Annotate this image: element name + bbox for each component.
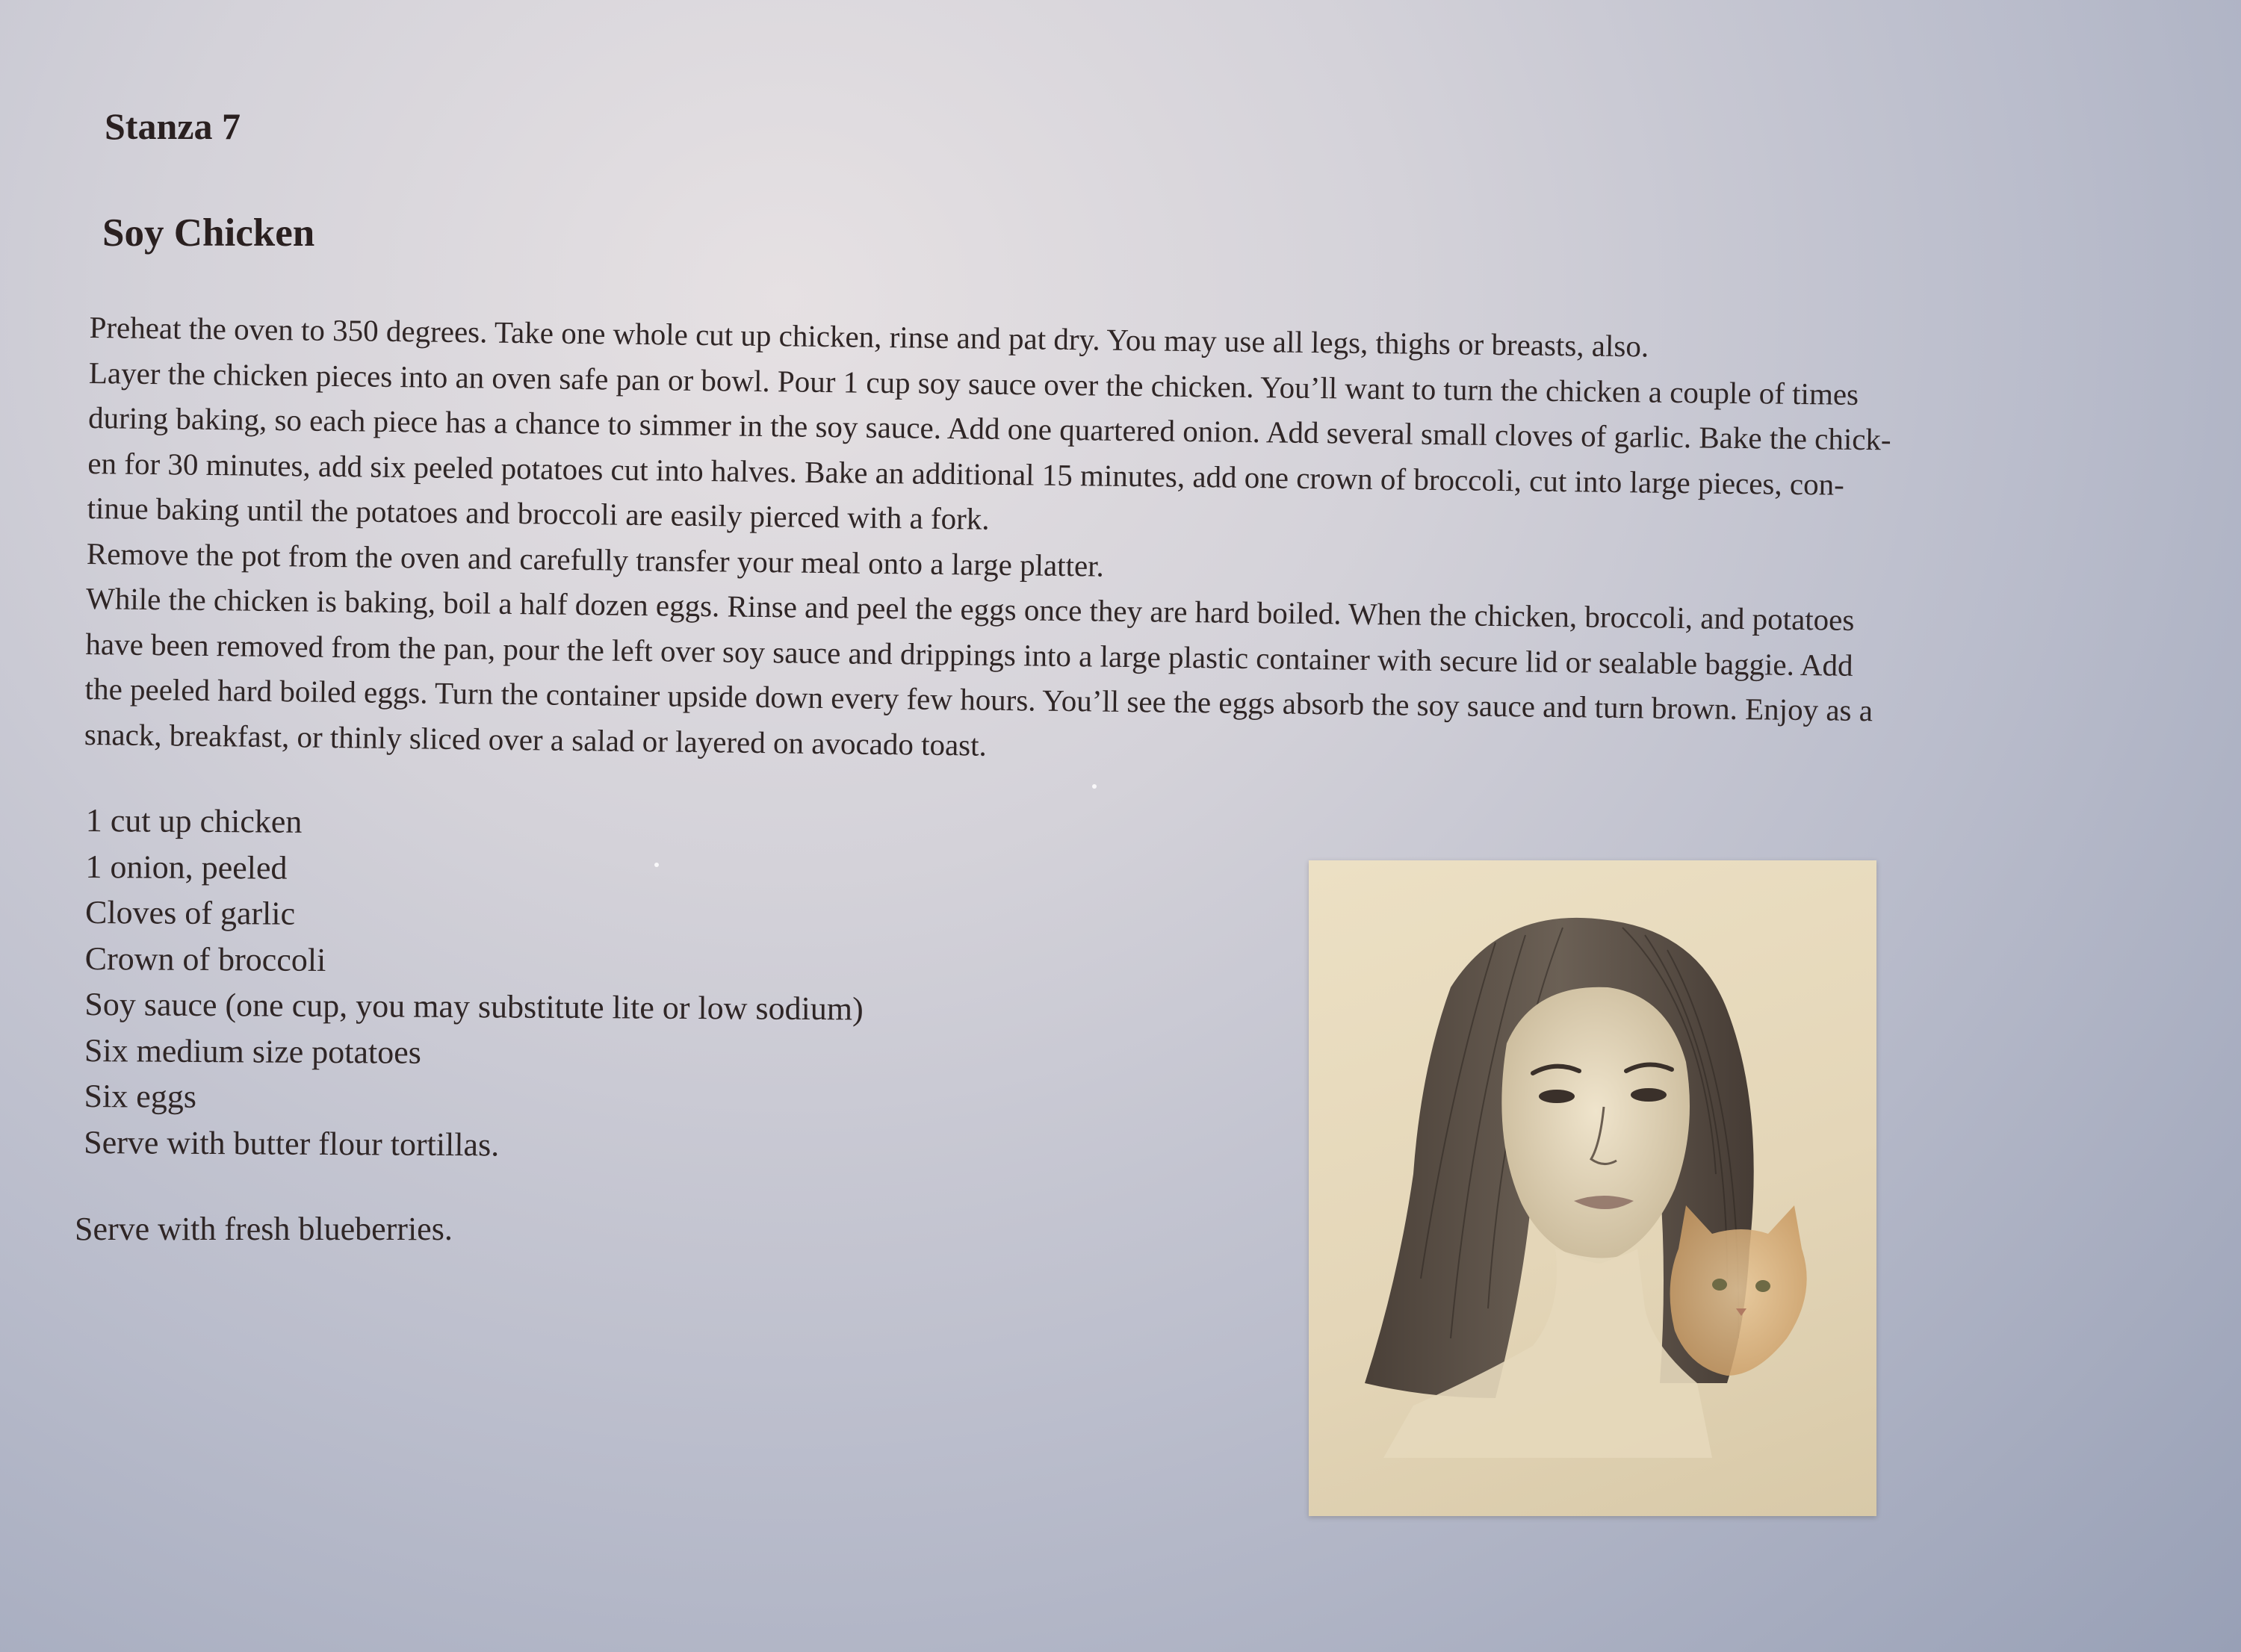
ingredient-item: 1 cut up chicken <box>85 801 303 840</box>
recipe-title: Soy Chicken <box>102 211 315 255</box>
instruction-line: While the chicken is baking, boil a half dozen eggs. Rinse and peel the eggs once they are hard boiled. When the chicken, broccoli, and potatoes <box>85 580 1855 637</box>
instruction-line: Layer the chicken pieces into an oven safe pan or bowl. Pour 1 cup soy sauce over the chicken. You’ll want to turn the chicken a couple of times <box>88 355 1859 412</box>
ingredient-item: Serve with butter flour tortillas. <box>84 1123 500 1163</box>
portrait-drawing <box>1309 860 1876 1516</box>
paper-speck <box>654 863 659 867</box>
instruction-line: have been removed from the pan, pour the left over soy sauce and drippings into a large plastic container with secure lid or sealable baggie. Add <box>85 626 1853 683</box>
ingredient-list <box>84 798 864 1170</box>
instruction-line: Preheat the oven to 350 degrees. Take one whole cut up chicken, rinse and pat dry. You may use all legs, thighs or breasts, also. <box>89 309 1649 364</box>
stanza-label: Stanza 7 <box>105 105 241 147</box>
left-eye <box>1539 1090 1575 1103</box>
ingredient-item: 1 onion, peeled <box>85 848 288 886</box>
serving-note: Serve with fresh blueberries. <box>75 1211 453 1247</box>
ingredient-item: Six medium size potatoes <box>84 1031 422 1071</box>
instruction-line: tinue baking until the potatoes and broccoli are easily pierced with a fork. <box>87 490 990 536</box>
kitten <box>1670 1205 1807 1376</box>
ingredient-item: Cloves of garlic <box>84 893 296 932</box>
ingredient-item: Six eggs <box>84 1077 197 1115</box>
instruction-line: during baking, so each piece has a chance to simmer in the soy sauce. Add one quartered onion. Add several small cloves of garlic. Bake the chick- <box>87 400 1891 457</box>
face-shape <box>1501 987 1690 1264</box>
instruction-line: the peeled hard boiled eggs. Turn the container upside down every few hours. You’ll see the eggs absorb the soy sauce and turn brown. Enjoy as a <box>84 671 1873 728</box>
portrait-illustration <box>1309 860 1876 1516</box>
instruction-line: Remove the pot from the oven and carefully transfer your meal onto a large platter. <box>86 535 1105 583</box>
instruction-line: snack, breakfast, or thinly sliced over a salad or layered on avocado toast. <box>84 716 988 763</box>
paper-speck <box>1092 784 1097 789</box>
right-eye <box>1631 1088 1667 1102</box>
recipe-instructions <box>84 305 2151 782</box>
ingredient-item: Soy sauce (one cup, you may substitute lite or low sodium) <box>84 985 864 1028</box>
ingredient-item: Crown of broccoli <box>84 940 326 978</box>
instruction-line: en for 30 minutes, add six peeled potatoes cut into halves. Bake an additional 15 minutes, add one crown of broccoli, cut into large pieces, con- <box>87 445 1845 502</box>
